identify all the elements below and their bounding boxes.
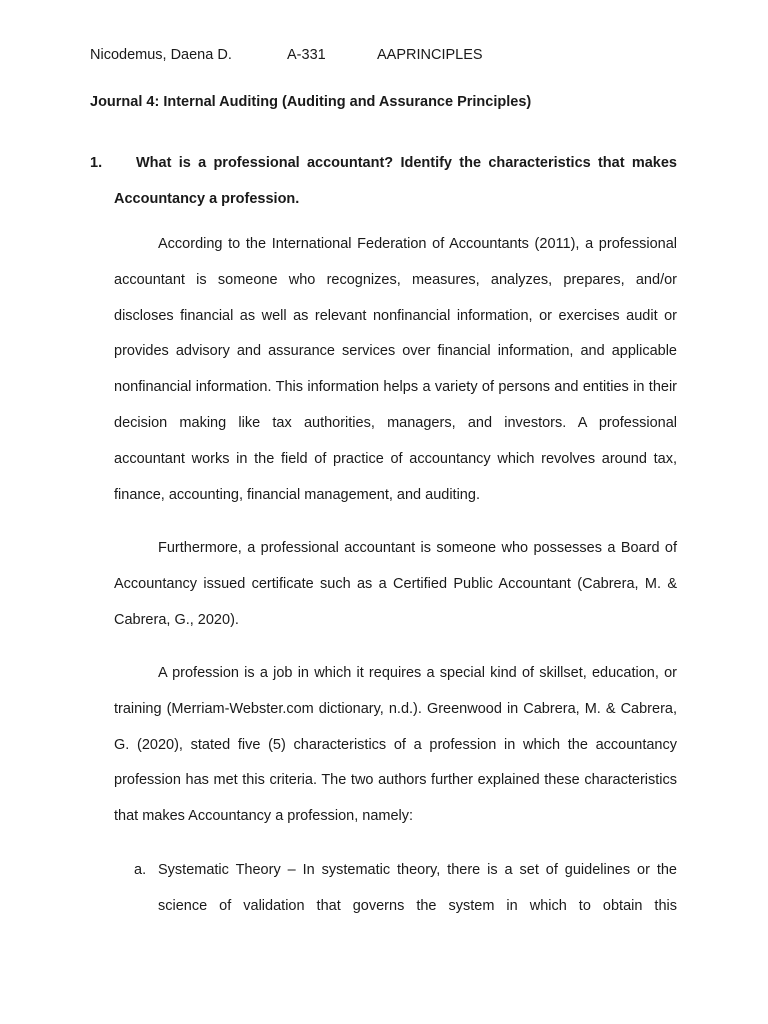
list-item (134, 853, 677, 925)
question-block (90, 146, 677, 217)
paragraph-1: According to the International Federation of Accountants (2011), a professional accountant is someone who recognizes, measures, analyzes, prepares, and/or discloses financial as well as relevant nonfinancial information, or exercises audit or provides advisory and assurance services over financial information, and applicable nonfinancial information. This information helps a variety of persons and entities in their decision making like tax authorities, managers, and investors. A professional accountant works in the field of practice of accountancy which revolves around tax, finance, accounting, financial management, and auditing. (114, 236, 677, 503)
journal-title: Journal 4: Internal Auditing (Auditing and Assurance Principles) (90, 94, 532, 110)
list-item-text: Systematic Theory – In systematic theory, there is a set of guidelines or the science of validation that governs the system in which to obtain this (158, 862, 677, 914)
paragraph-3: A profession is a job in which it requires a special kind of skillset, education, or training (Merriam-Webster.com dictionary, n.d.). Greenwood in Cabrera, M. & Cabrera, G. (2020), stated five (5) characteristics of a profession in which the accountancy profession has met this criteria. The two authors further explained these characteristics that makes Accountancy a profession, namely: (114, 665, 677, 825)
student-name: Nicodemus, Daena D. (90, 47, 232, 63)
list-item-marker: a. (134, 862, 147, 878)
question-text (114, 146, 677, 217)
course-code: AAPRINCIPLES (377, 47, 483, 63)
question-text-content: What is a professional accountant? Identify the characteristics that makes Accountancy a profession. (114, 155, 677, 207)
section-code: A-331 (287, 47, 326, 63)
document-header (90, 46, 690, 64)
question-number: 1. (90, 155, 103, 171)
paragraph-2: Furthermore, a professional accountant is someone who possesses a Board of Accountancy issued certificate such as a Certified Public Accountant (Cabrera, M. & Cabrera, G., 2020). (114, 540, 677, 628)
